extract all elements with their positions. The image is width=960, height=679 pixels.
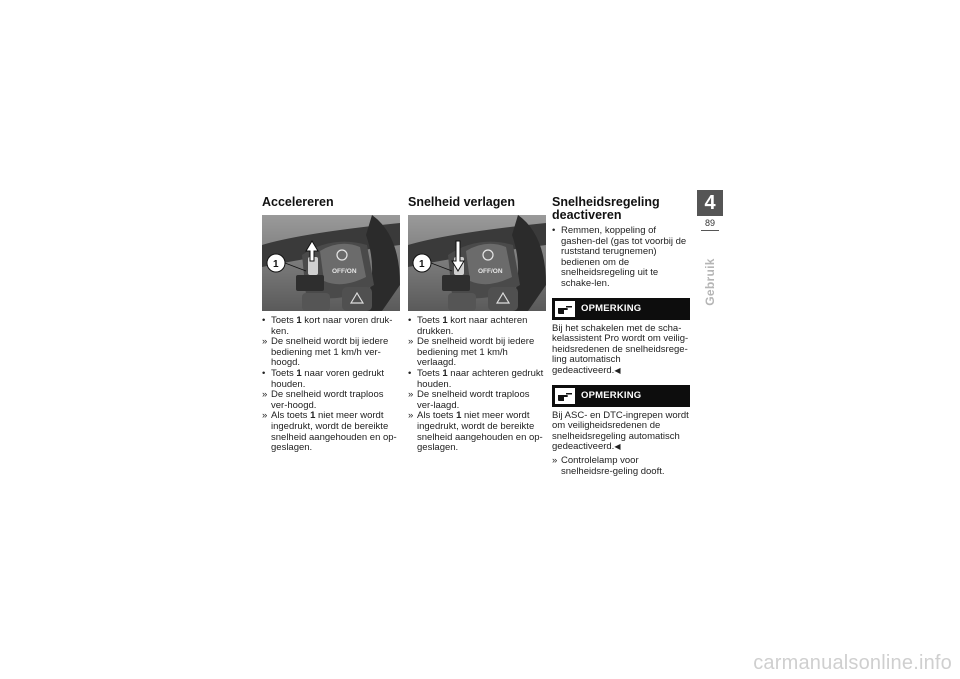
divider <box>701 230 719 231</box>
pointing-hand-icon <box>555 388 575 404</box>
page-number: 89 <box>704 218 715 228</box>
list-item: » Controlelamp voor snelheidsre-geling dooft. <box>552 454 665 477</box>
section-title: Snelheidsregeling deactiveren <box>552 195 660 222</box>
note-text: Bij ASC- en DTC-ingrepen wordt om veiligheidsredenen de snelheidsregeling automatisch gedeactiveerd.◀ <box>552 409 689 453</box>
list-item: » De snelheid wordt bij iedere bediening met 1 km/h verlaagd. <box>408 336 535 369</box>
note-label: OPMERKING <box>581 303 642 315</box>
note-banner <box>552 298 690 320</box>
end-marker: ◀ <box>614 365 621 375</box>
chapter-label: Gebruik <box>703 258 717 306</box>
note-banner <box>552 385 690 407</box>
section-snelheid-verlagen <box>408 196 546 454</box>
section-title: Accelereren <box>262 195 334 209</box>
handlebar-photo <box>408 215 546 311</box>
callout-number: 1 <box>273 259 279 270</box>
instruction-list <box>552 226 690 290</box>
list-item: » Als toets 1 niet meer wordt ingedrukt, wordt de bereikte snelheid aangehouden en op-geslagen. <box>262 410 397 454</box>
off-on-label: OFF/ON <box>332 268 357 275</box>
list-item: » Als toets 1 niet meer wordt ingedrukt, wordt de bereikte snelheid aangehouden en op-geslagen. <box>408 410 543 454</box>
handlebar-photo <box>262 215 400 311</box>
list-item: • Remmen, koppeling of gashen-del (gas tot voorbij de ruststand terugnemen) bedienen om de snelheidsregeling uit te schake-len. <box>552 225 687 289</box>
section-snelheidsregeling-deactiveren <box>552 196 690 477</box>
list-item: • Toets 1 naar voren gedrukt houden. <box>262 367 385 390</box>
chapter-tab <box>697 190 723 320</box>
list-item: » De snelheid wordt traploos ver-laagd. <box>408 389 530 411</box>
section-title: Snelheid verlagen <box>408 195 515 209</box>
callout-number: 1 <box>419 259 425 270</box>
result-list <box>552 456 690 477</box>
list-item: » De snelheid wordt traploos ver-hoogd. <box>262 389 384 411</box>
list-item: » De snelheid wordt bij iedere bediening met 1 km/h ver-hoogd. <box>262 336 389 369</box>
note-text: Bij het schakelen met de scha-kelassistent Pro wordt om veilig-heidsredenen de snelheidsrege-ling automatisch gedeactiveerd.◀ <box>552 322 689 376</box>
list-item: • Toets 1 naar achteren gedrukt houden. <box>408 367 544 390</box>
off-on-label: OFF/ON <box>478 268 503 275</box>
note-label: OPMERKING <box>581 390 642 402</box>
instruction-list <box>262 316 400 454</box>
list-item: • Toets 1 kort naar voren druk-ken. <box>262 315 393 337</box>
end-marker: ◀ <box>614 442 621 452</box>
chapter-number: 4 <box>697 190 723 216</box>
instruction-list <box>408 316 546 454</box>
section-accelereren <box>262 196 400 454</box>
pointing-hand-icon <box>555 301 575 317</box>
watermark: carmanualsonline.info <box>753 652 952 674</box>
list-item: • Toets 1 kort naar achteren drukken. <box>408 315 528 337</box>
